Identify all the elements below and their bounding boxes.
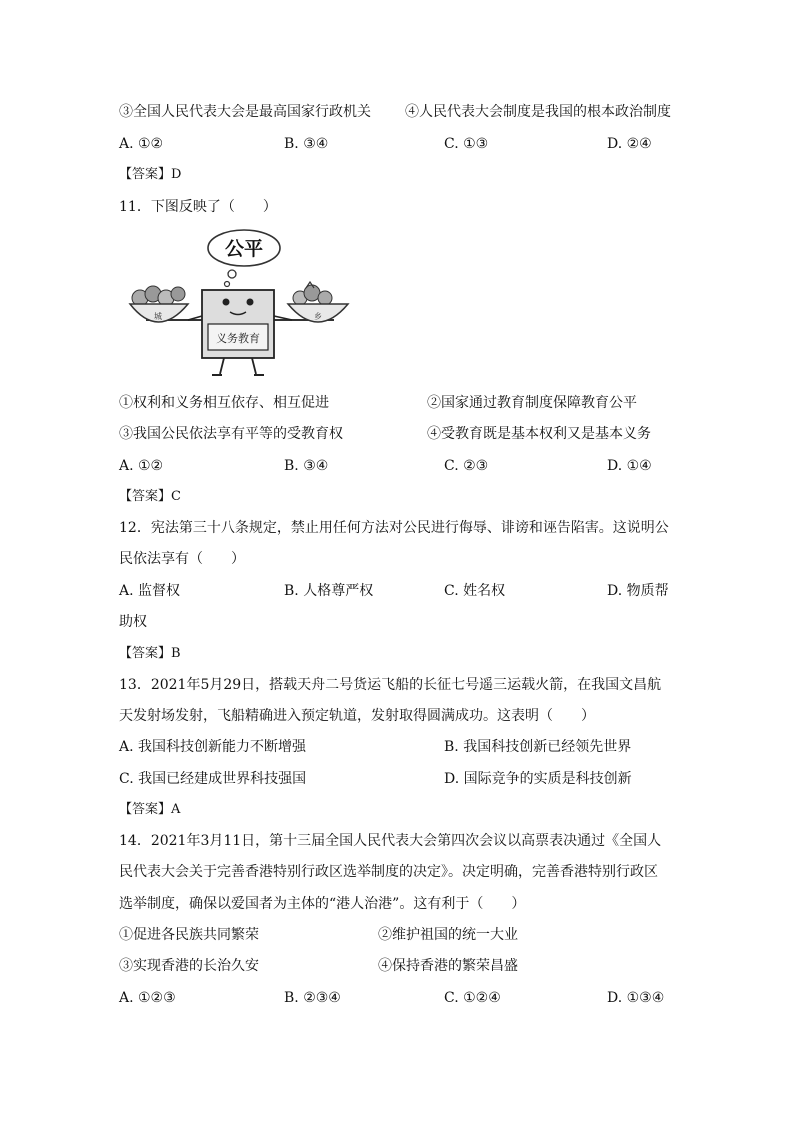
q10-option-4: ④人民代表大会制度是我国的根本政治制度 [405,104,671,120]
q11-choice-c: C. ②③ [444,458,489,474]
q12-stem-line-2: 民依法享有（ ） [119,551,245,567]
q10-option-3: ③全国人民代表大会是最高国家行政机关 [119,104,371,120]
q10-answer: 【答案】D [119,167,182,182]
q12-choice-b: B. 人格尊严权 [284,583,374,599]
bubble-text: 公平 [224,238,264,260]
q14-option-4: ④保持香港的繁荣昌盛 [378,958,518,974]
q13-choice-c: C. 我国已经建成世界科技强国 [119,771,307,787]
q14-option-3: ③实现香港的长治久安 [119,958,259,974]
q14-stem-line-1: 14．2021年3月11日，第十三届全国人民代表大会第四次会议以高票表决通过《全国人 [119,833,662,849]
q14-choice-b: B. ②③④ [284,990,341,1006]
q13-choice-d: D. 国际竞争的实质是科技创新 [444,771,632,787]
education-box-character [188,290,292,375]
q14-stem-line-3: 选举制度，确保以爱国者为主体的“港人治港”。这有利于（ ） [119,896,526,912]
q11-choice-b: B. ③④ [284,458,329,474]
q11-answer: 【答案】C [119,489,181,504]
q11-choice-d: D. ①④ [607,458,652,474]
q10-choice-c: C. ①③ [444,136,489,152]
q11-option-4: ④受教育既是基本权利又是基本义务 [427,426,651,442]
q11-option-2: ②国家通过教育制度保障教育公平 [427,395,637,411]
q12-choice-d-continued: 助权 [119,614,147,630]
q13-stem-line-1: 13．2021年5月29日，搭载天舟二号货运飞船的长征七号遥三运载火箭，在我国文昌航 [119,677,662,693]
q14-choice-c: C. ①②④ [444,990,501,1006]
q11-stem: 11．下图反映了（ ） [119,199,277,215]
q14-stem-line-2: 民代表大会关于完善香港特别行政区选举制度的决定》。决定明确，完善香港特别行政区 [119,864,658,880]
q12-stem-line-1: 12．宪法第三十八条规定，禁止用任何方法对公民进行侮辱、诽谤和诬告陷害。这说明公 [119,520,669,536]
q12-answer: 【答案】B [119,646,181,661]
right-pan [288,282,348,322]
q13-choice-a: A. 我国科技创新能力不断增强 [119,739,307,755]
q12-choice-c: C. 姓名权 [444,583,506,599]
right-pan-label: 乡 [314,312,322,321]
q14-option-2: ②维护祖国的统一大业 [378,927,518,943]
left-pan [130,286,188,322]
q13-answer: 【答案】A [119,802,181,817]
q14-option-1: ①促进各民族共同繁荣 [119,927,259,943]
q11-option-1: ①权利和义务相互依存、相互促进 [119,395,329,411]
q10-choice-d: D. ②④ [607,136,652,152]
left-pan-label: 城 [154,312,162,321]
q11-option-3: ③我国公民依法享有平等的受教育权 [119,426,343,442]
q12-choice-a: A. 监督权 [119,583,181,599]
box-text: 义务教育 [216,332,260,345]
q14-choice-a: A. ①②③ [119,990,176,1006]
q10-choice-a: A. ①② [119,136,164,152]
q13-stem-line-2: 天发射场发射，飞船精确进入预定轨道，发射取得圆满成功。这表明（ ） [119,708,595,724]
q10-choice-b: B. ③④ [284,136,329,152]
q11-choice-a: A. ①② [119,458,164,474]
q14-choice-d: D. ①③④ [607,990,665,1006]
q12-choice-d: D. 物质帮 [607,583,669,599]
fairness-cartoon [126,228,354,380]
q13-choice-b: B. 我国科技创新已经领先世界 [444,739,632,755]
